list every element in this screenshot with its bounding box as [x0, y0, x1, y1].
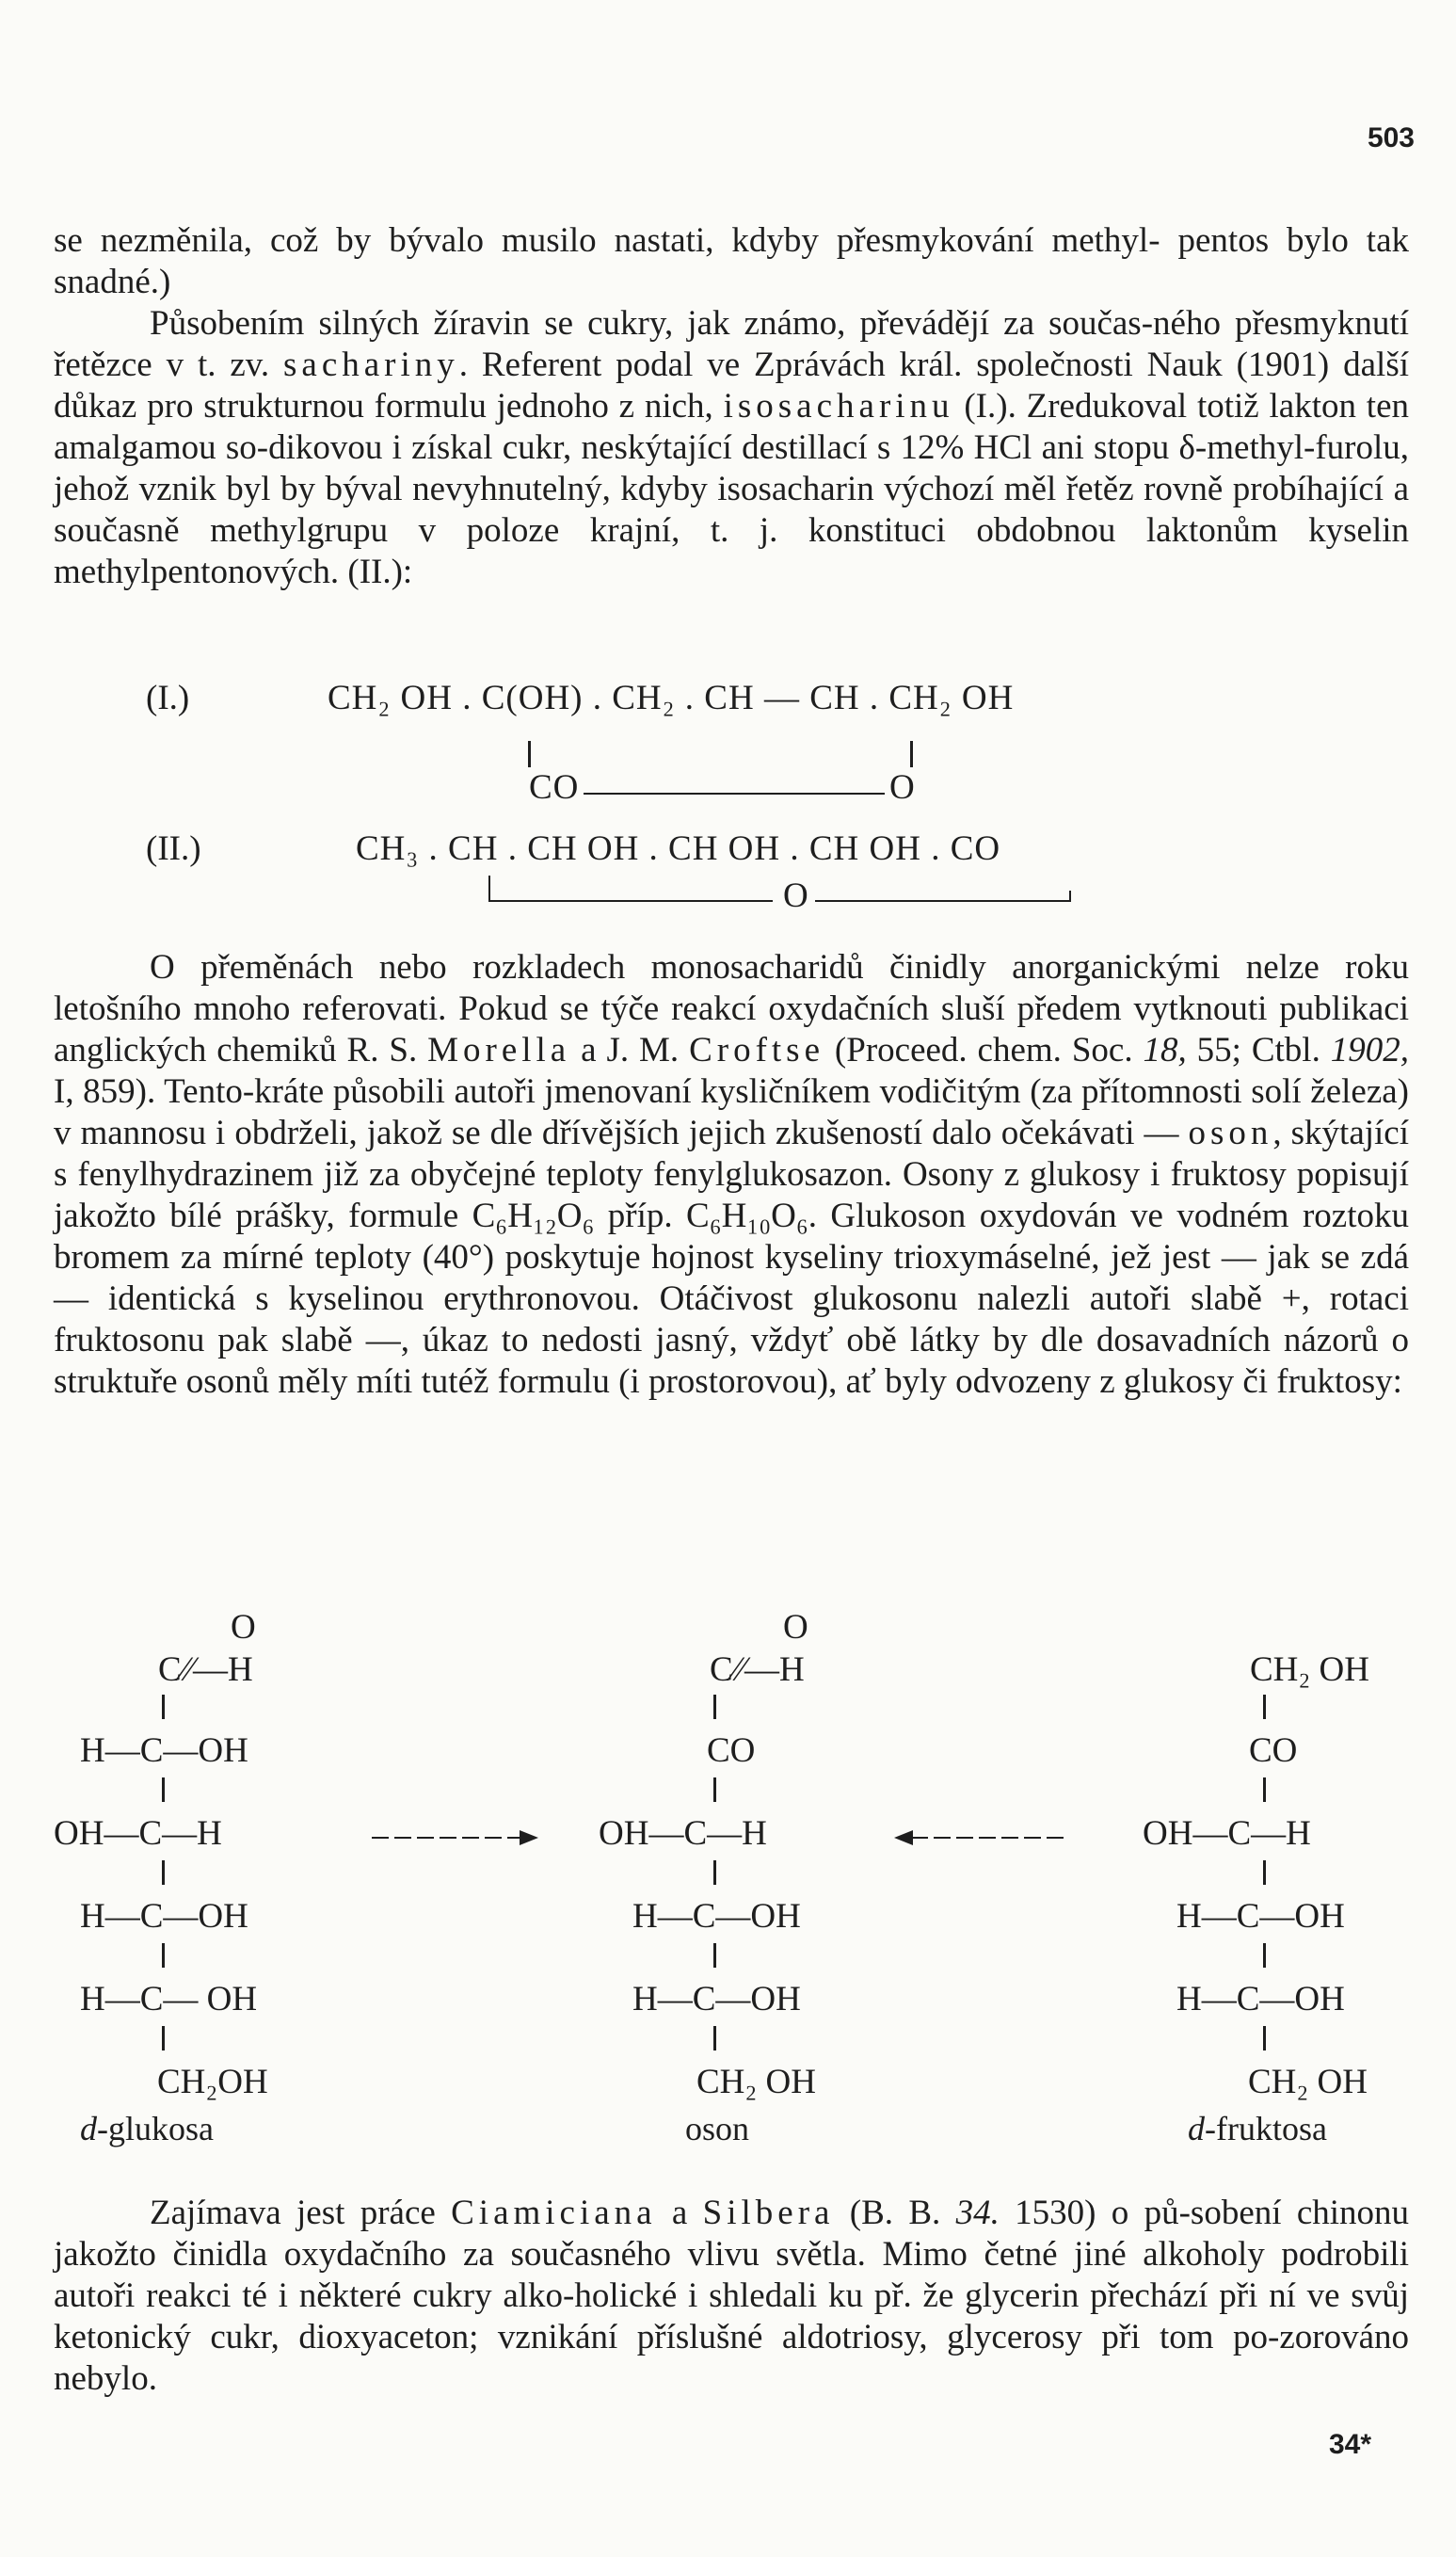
paragraph-1: se nezměnila, což by bývalo musilo nastati, kdyby přesmykování methyl- pentos bylo tak snadné.): [54, 221, 1409, 301]
fructose-row-1: CO: [1249, 1731, 1298, 1770]
glucose-terminal: CH₂OH: [157, 2063, 268, 2101]
oson-row-1: CO: [707, 1731, 756, 1770]
text-block-lower: [54, 2193, 1409, 2400]
fructose-name: d-fruktosa: [1188, 2110, 1327, 2147]
page-number: 503: [1367, 122, 1415, 153]
formula-1-label: (I.): [146, 679, 190, 717]
fructose-row-3: H—C—OH: [1176, 1897, 1345, 1936]
glucose-aldehyde: C⁄⁄—H: [158, 1650, 253, 1689]
oson-row-3: H—C—OH: [632, 1897, 801, 1936]
formula-2-ring-oxygen: O: [783, 876, 809, 915]
fructose-terminal: CH₂ OH: [1248, 2063, 1368, 2101]
glucose-aldehyde-oxygen: O: [231, 1608, 256, 1647]
fructose-row-4: H—C—OH: [1176, 1980, 1345, 2018]
oson-row-2: OH—C—H: [599, 1814, 767, 1853]
formula-1-chain: CH₂ OH . C(OH) . CH₂ . CH — CH . CH₂ OH: [328, 679, 1015, 717]
formula-2-label: (II.): [146, 829, 201, 868]
paragraph-4: Zajímava jest práce Ciamiciana a Silbera (B. B. 34. 1530) o pů-sobení chinonu jakožto činidla oxydačního za současného vlivu světla. Mimo četné jiné alkoholy podrobili autoři reakci té i některé cukry alko-holické i shledali ku př. že glycerin přechází při ní ve svůj ketonický cukr, dioxyaceton; vznikání příslušné aldotriosy, glycerosy při tom po-zorováno nebylo.: [54, 2194, 1410, 2398]
paragraph-3: O přeměnách nebo rozkladech monosacharidů činidly anorganickými nelze roku letošního mnoho referovati. Pokud se týče reakcí oxydačních sluší předem vytknouti publikaci anglických chemiků R. S. Morella a J. M. Croftse (Proceed. chem. Soc. 18, 55; Ctbl. 1902, I, 859). Tento-kráte působili autoři jmenovaní kysličníkem vodičitým (za přítomnosti solí železa) v mannosu i obdrželi, jakož se dle dřívějších jejich zkušeností dalo očekávati — oson, skýtající s fenylhydrazinem již za obyčejné teploty fenylglukosazon. Osony z glukosy i fruktosy popisují jakožto bílé prášky, formule C₆H₁₂O₆ příp. C₆H₁₀O₆. Glukoson oxydován ve vodném roztoku bromem za mírné teploty (40°) poskytuje hojnost kyseliny trioxymáselné, jež jest — jak se zdá — identická s kyselinou erythronovou. Otáčivost glukosonu nalezli autoři slabě +, rotaci fruktosonu pak slabě —, úkaz to nedosti jasný, vždyť obě látky by dle dosavadních názorů o struktuře osonů měly míti tutéž formulu (i prostorovou), ať byly odvozeny z glukosy či fruktosy:: [54, 948, 1409, 1401]
glucose-row-2: OH—C—H: [54, 1814, 222, 1853]
signature-mark: 34*: [1328, 2429, 1371, 2460]
glucose-row-3: H—C—OH: [80, 1897, 248, 1936]
formula-2-chain: CH₃ . CH . CH OH . CH OH . CH OH . CO: [356, 829, 1001, 868]
arrowhead-fructose-to-oson: [894, 1830, 913, 1845]
fructose-row-2: OH—C—H: [1143, 1814, 1311, 1853]
glucose-row-1: H—C—OH: [80, 1731, 248, 1770]
oson-name: oson: [685, 2110, 750, 2147]
oson-aldehyde: C⁄⁄—H: [710, 1650, 805, 1689]
glucose-row-4: H—C— OH: [80, 1980, 258, 2018]
oson-row-4: H—C—OH: [632, 1980, 801, 2018]
paragraph-2: Působením silných žíravin se cukry, jak známo, převádějí za součas-ného přesmyknutí řetězce v t. zv. sachariny. Referent podal ve Zprávách král. společnosti Nauk (1901) další důkaz pro strukturnou formulu jednoho z nich, isosacharinu (I.). Zredukoval totiž lakton ten amalgamou so-dikovou i získal cukr, neskýtající destillací s 12% HCl ani stopu δ-methyl-furolu, jehož vznik byl by býval nevyhnutelný, kdyby isosacharin výchozí měl řetěz rovně probíhající a současně methylgrupu v poloze krajní, t. j. konstituci obdobnou laktonům kyselin methylpentonových. (II.):: [54, 304, 1410, 591]
oson-terminal: CH₂ OH: [696, 2063, 816, 2101]
fructose-top: CH₂ OH: [1250, 1650, 1369, 1689]
glucose-name: d-glukosa: [80, 2110, 214, 2147]
formula-1-ring-left: CO: [529, 768, 580, 807]
arrowhead-glucose-to-oson: [520, 1830, 538, 1845]
oson-aldehyde-oxygen: O: [783, 1608, 808, 1647]
formula-1-ring-right: O: [889, 768, 916, 807]
